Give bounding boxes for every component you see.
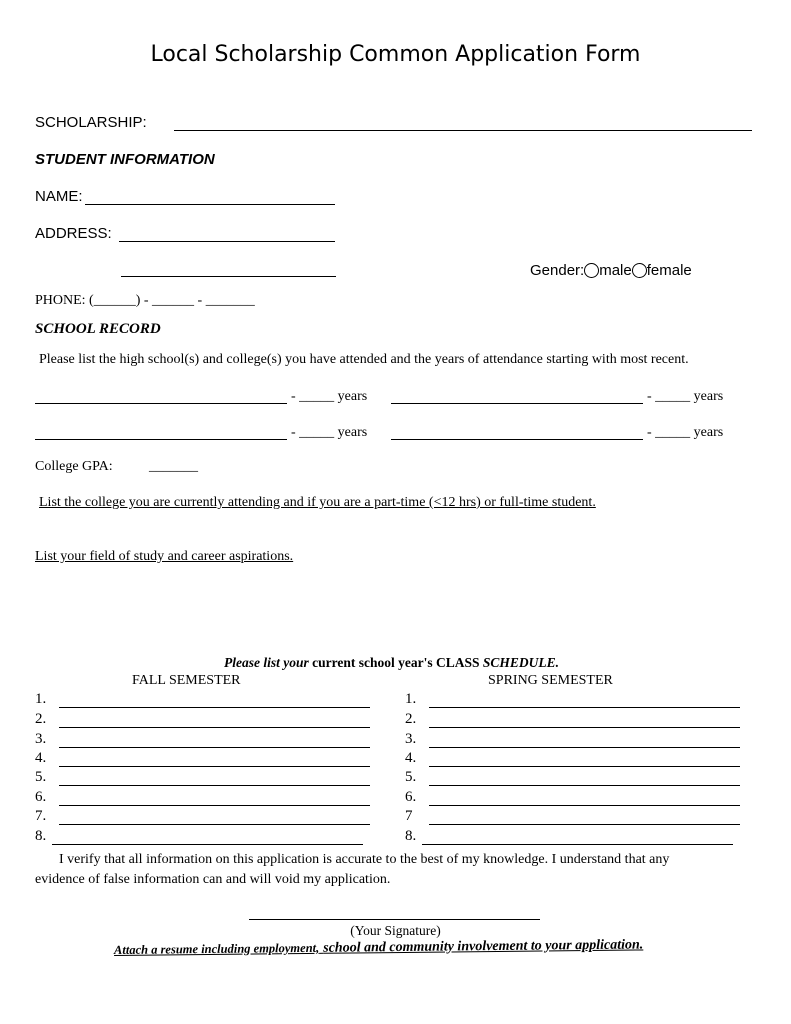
scholarship-label: SCHOLARSHIP: — [35, 114, 147, 131]
spring-class-field[interactable] — [429, 747, 740, 748]
spring-class-number: 1. — [405, 691, 417, 707]
college-gpa-label: College GPA: — [35, 459, 113, 474]
spring-class-number: 4. — [405, 750, 417, 766]
spring-class-number: 6. — [405, 789, 417, 805]
fall-class-number: 4. — [35, 750, 47, 766]
gender-label: Gender: — [530, 262, 585, 279]
spring-class-number: 3. — [405, 731, 417, 747]
spring-class-field[interactable] — [429, 707, 740, 708]
fall-class-field[interactable] — [59, 785, 370, 786]
gender-female-radio[interactable] — [632, 263, 647, 278]
verification-statement-line1: I verify that all information on this application is accurate to the best of my knowledge. I understand that any — [59, 852, 670, 867]
name-field[interactable] — [85, 204, 335, 205]
schools-instruction: Please list the high school(s) and college(s) you have attended and the years of attendance starting with most recent. — [39, 352, 689, 367]
spring-class-number: 2. — [405, 711, 417, 727]
page-title: Local Scholarship Common Application Form — [150, 42, 641, 67]
college-gpa-field[interactable]: _______ — [149, 459, 198, 474]
school-name-field-3[interactable] — [35, 439, 287, 440]
schedule-intro — [224, 655, 559, 671]
schedule-intro-bold: current school year's CLASS — [312, 655, 480, 670]
fall-class-number: 6. — [35, 789, 47, 805]
address-label: ADDRESS: — [35, 225, 112, 242]
gender-female-label: female — [646, 262, 692, 279]
phone-field[interactable]: PHONE: (______) - ______ - _______ — [35, 293, 255, 308]
school-name-field-1[interactable] — [35, 403, 287, 404]
spring-class-field[interactable] — [422, 844, 733, 845]
fall-class-field[interactable] — [59, 707, 370, 708]
spring-semester-heading: SPRING SEMESTER — [488, 673, 613, 688]
spring-class-field[interactable] — [429, 805, 740, 806]
school-years-3[interactable]: - _____ years — [291, 425, 368, 440]
scholarship-field[interactable] — [174, 130, 752, 131]
resume-note-part2: school and community involvement to your application. — [323, 937, 644, 956]
schedule-intro-italic: Please list your — [224, 655, 309, 670]
resume-note-part1: Attach a resume including employment, — [113, 940, 320, 957]
fall-class-field[interactable] — [59, 824, 370, 825]
student-information-heading: STUDENT INFORMATION — [35, 151, 215, 168]
fall-class-field[interactable] — [52, 844, 363, 845]
fall-class-number: 1. — [35, 691, 47, 707]
fall-class-number: 3. — [35, 731, 47, 747]
gender-male-label: male — [599, 262, 632, 279]
fall-class-number: 2. — [35, 711, 47, 727]
school-name-field-4[interactable] — [391, 439, 643, 440]
address-field-line1[interactable] — [119, 241, 335, 242]
school-years-2[interactable]: - _____ years — [647, 389, 724, 404]
spring-class-number: 8. — [405, 828, 417, 844]
gender-group — [530, 262, 692, 279]
gender-male-radio[interactable] — [584, 263, 599, 278]
fall-class-field[interactable] — [59, 805, 370, 806]
fall-class-number: 8. — [35, 828, 47, 844]
school-years-1[interactable]: - _____ years — [291, 389, 368, 404]
school-years-4[interactable]: - _____ years — [647, 425, 724, 440]
verification-statement-line2: evidence of false information can and will void my application. — [35, 872, 391, 887]
name-label: NAME: — [35, 188, 83, 205]
school-name-field-2[interactable] — [391, 403, 643, 404]
spring-class-field[interactable] — [429, 766, 740, 767]
fall-semester-heading: FALL SEMESTER — [132, 673, 241, 688]
fall-class-number: 7. — [35, 808, 47, 824]
school-record-heading: SCHOOL RECORD — [35, 321, 161, 337]
signature-line[interactable] — [249, 919, 540, 920]
fall-class-field[interactable] — [59, 727, 370, 728]
signature-label: (Your Signature) — [350, 923, 441, 938]
spring-class-number: 5. — [405, 769, 417, 785]
spring-class-field[interactable] — [429, 824, 740, 825]
field-of-study-prompt: List your field of study and career aspirations. — [35, 549, 294, 564]
spring-class-field[interactable] — [429, 727, 740, 728]
spring-class-number: 7 — [405, 808, 413, 824]
current-college-prompt: List the college you are currently attending and if you are a part-time (<12 hrs) or full-time student. — [39, 495, 596, 510]
fall-class-field[interactable] — [59, 766, 370, 767]
fall-class-field[interactable] — [59, 747, 370, 748]
spring-class-field[interactable] — [429, 785, 740, 786]
address-field-line2[interactable] — [121, 276, 336, 277]
schedule-intro-end: SCHEDULE. — [482, 655, 560, 670]
fall-class-number: 5. — [35, 769, 47, 785]
